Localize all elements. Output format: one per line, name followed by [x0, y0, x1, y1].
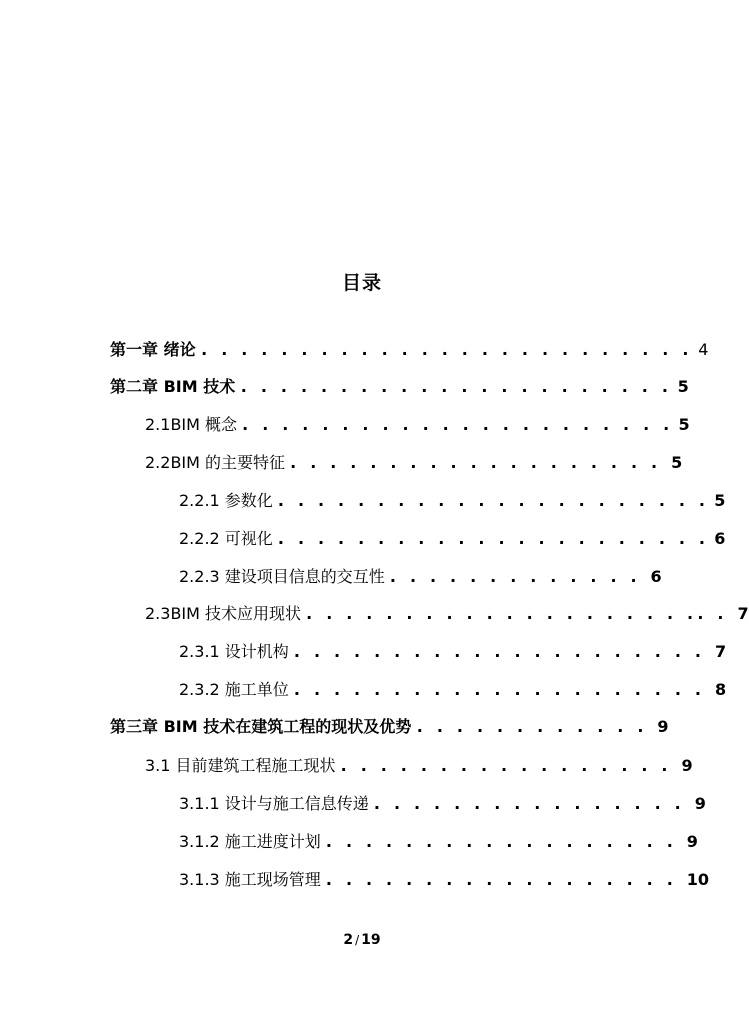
- toc-leader-dots: . . . . . . . . . . . . . . . . . .: [325, 870, 687, 889]
- toc-leader-dots: . . . . . . . . . . . . . . . . . . . . .: [293, 680, 715, 699]
- toc-leader-dots: . . . . . . . . . . . . . . . .: [373, 794, 695, 813]
- toc-entry-3-1-2[interactable]: [179, 831, 698, 853]
- toc-entry-2-2-3[interactable]: [179, 566, 662, 588]
- toc-entry-label: 第一章 绪论: [110, 340, 196, 359]
- toc-entry-2-2-1[interactable]: [179, 490, 725, 512]
- toc-entry-label: 2.3BIM 技术应用现状: [145, 604, 302, 623]
- toc-entry-label: 2.2.2 可视化: [179, 529, 273, 548]
- toc-entry-label: 2.1BIM 概念: [145, 415, 238, 434]
- toc-leader-dots: . . . . . . . . . . . . . . . . . . .: [290, 453, 672, 472]
- toc-entry-3-1-1[interactable]: [179, 793, 706, 815]
- toc-entry-label: 3.1 目前建筑工程施工现状: [145, 756, 336, 775]
- toc-entry-label: 2.3.1 设计机构: [179, 642, 289, 661]
- toc-entry-label: 3.1.1 设计与施工信息传递: [179, 794, 369, 813]
- toc-entry-label: 3.1.2 施工进度计划: [179, 832, 321, 851]
- toc-entry-2-2-2[interactable]: [179, 528, 725, 550]
- toc-page-number: 5: [671, 453, 683, 472]
- toc-entry-2-3-1[interactable]: [179, 641, 726, 663]
- toc-entry-chapter-1[interactable]: [110, 339, 708, 361]
- total-pages: 19: [361, 932, 381, 948]
- toc-page-number: 5: [677, 377, 689, 396]
- current-page-number: 2: [343, 932, 354, 948]
- toc-page-number: 7: [737, 604, 749, 623]
- toc-page-number: 9: [686, 832, 698, 851]
- toc-page-number: 5: [678, 415, 690, 434]
- toc-entry-2-3[interactable]: [145, 603, 749, 625]
- toc-title: 目录: [341, 272, 382, 294]
- toc-entry-2-2[interactable]: [145, 452, 682, 474]
- toc-page-number: 8: [714, 680, 727, 699]
- toc-leader-dots: . . . . . . . . . . . .: [416, 717, 658, 736]
- toc-page-number: 5: [714, 491, 726, 510]
- toc-entry-chapter-2[interactable]: [110, 376, 689, 398]
- toc-page-number: 4: [698, 340, 709, 359]
- toc-entry-label: 2.2.3 建设项目信息的交互性: [179, 567, 385, 586]
- toc-leader-dots: . . . . . . . . . . . . . . . . . . . . . .: [277, 529, 710, 548]
- toc-leader-dots: . . . . . . . . . . . . . . . . . . . . . .: [242, 415, 674, 434]
- page-footer: [0, 932, 724, 948]
- toc-page-number: 6: [714, 529, 726, 548]
- toc-leader-dots: . . . . . . . . . . . . . . . . . .: [325, 832, 687, 851]
- toc-entry-label: 2.3.2 施工单位: [179, 680, 289, 699]
- toc-page-number: 9: [657, 717, 669, 736]
- toc-entry-2-1[interactable]: [145, 414, 690, 436]
- toc-leader-dots: . . . . . . . . . . . . . . . . .: [340, 756, 682, 775]
- page-separator: /: [355, 933, 360, 947]
- toc-entry-2-3-2[interactable]: [179, 679, 726, 701]
- toc-entry-label: 2.2.1 参数化: [179, 491, 273, 510]
- toc-entry-label: 第三章 BIM 技术在建筑工程的现状及优势: [110, 717, 412, 736]
- toc-page-number: 7: [714, 642, 727, 661]
- toc-entry-3-1[interactable]: [145, 755, 693, 777]
- toc-leader-dots: . . . . . . . . . . . . . . . . . . . . . .: [277, 491, 710, 510]
- toc-leader-dots: . . . . . . . . . . . . . . . . . . . . .: [293, 642, 715, 661]
- toc-leader-dots: . . . . . . . . . . . . . . . . . . . .. .: [306, 604, 738, 623]
- toc-page-number: 9: [694, 794, 706, 813]
- toc-entry-chapter-3[interactable]: [110, 716, 669, 738]
- toc-page-number: 9: [681, 756, 693, 775]
- toc-entry-label: 第二章 BIM 技术: [110, 377, 236, 396]
- toc-entry-label: 3.1.3 施工现场管理: [179, 870, 321, 889]
- toc-page-number: 6: [650, 567, 662, 586]
- toc-leader-dots: . . . . . . . . . . . . . . . . . . . . . .: [240, 377, 673, 396]
- toc-leader-dots: . . . . . . . . . . . . . . . . . . . . . . . . .: [201, 340, 693, 359]
- toc-page-number: 10: [686, 870, 710, 889]
- toc-entry-label: 2.2BIM 的主要特征: [145, 453, 286, 472]
- toc-leader-dots: . . . . . . . . . . . . .: [389, 567, 651, 586]
- toc-entry-3-1-3[interactable]: [179, 869, 709, 891]
